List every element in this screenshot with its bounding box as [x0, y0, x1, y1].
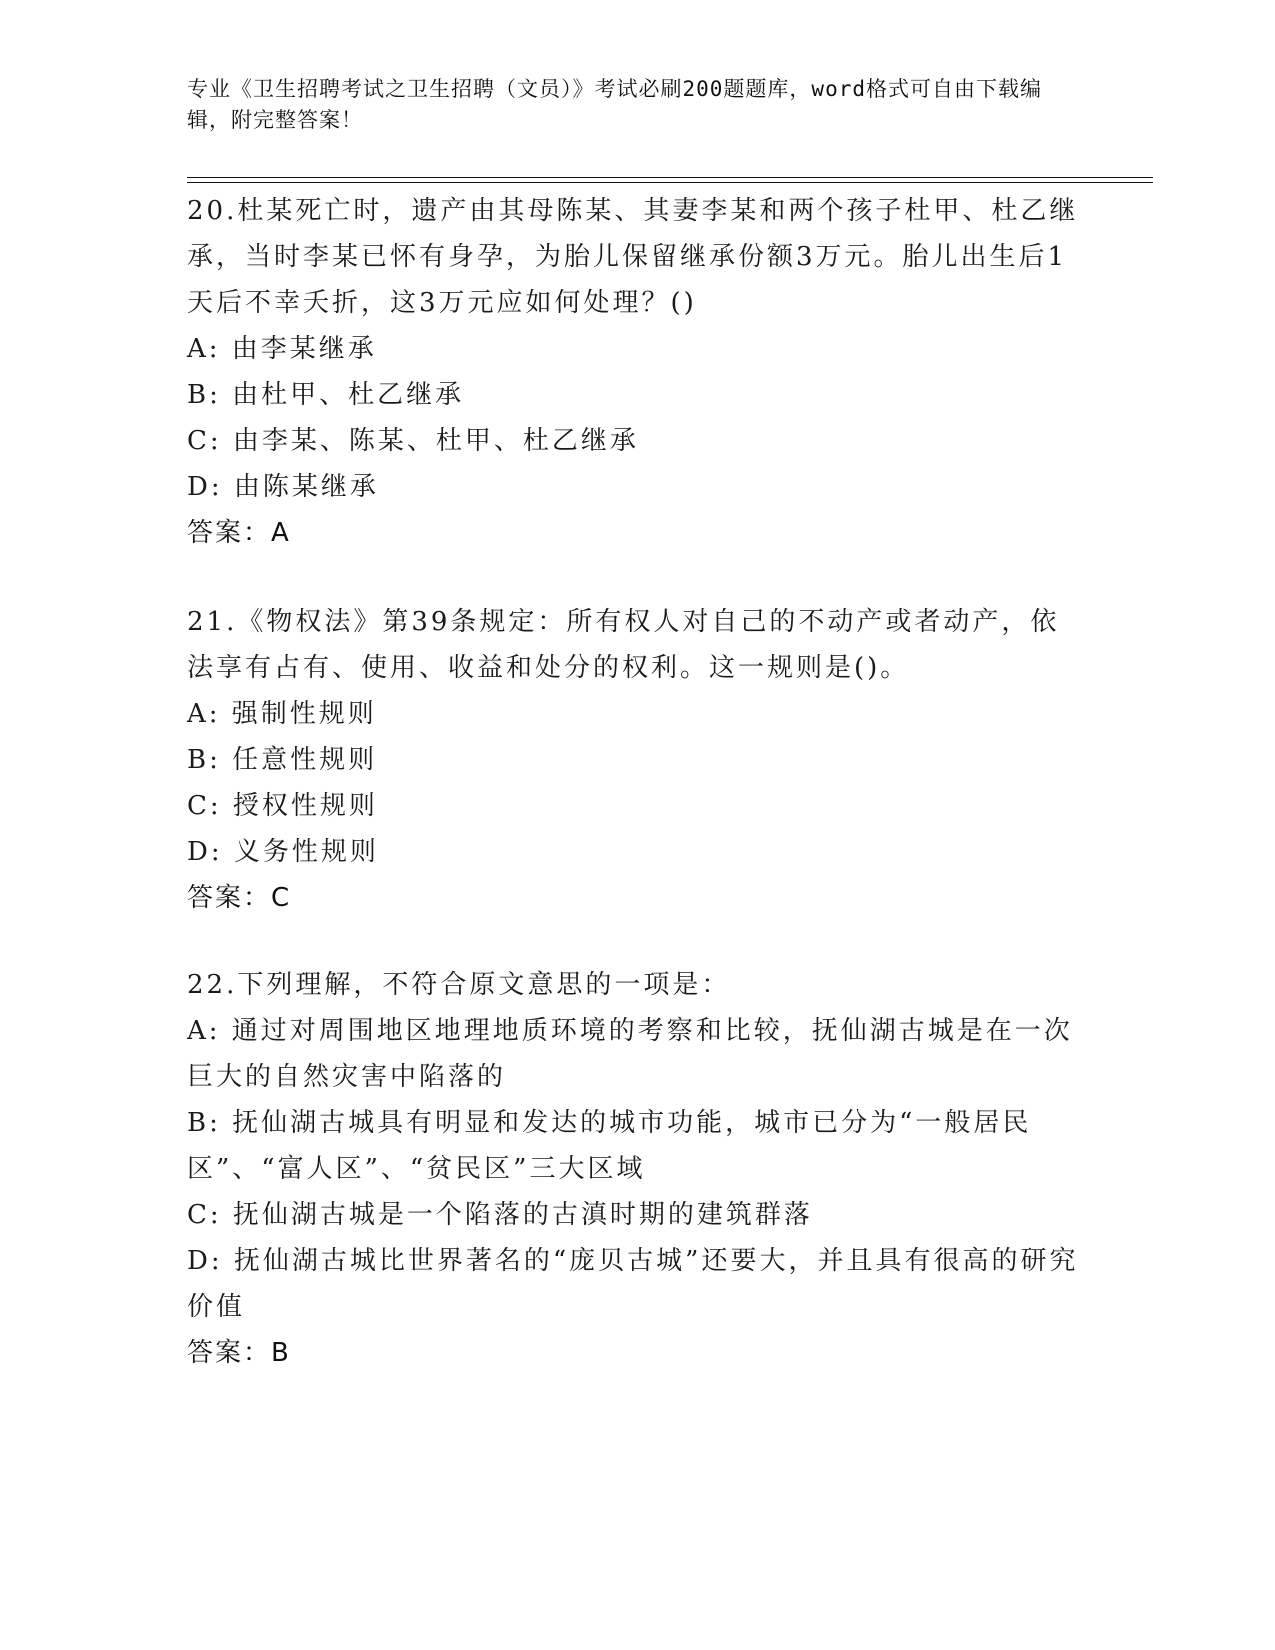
- option-d: D: 义务性规则: [187, 837, 379, 867]
- option-a: A: 由李某继承: [187, 334, 377, 364]
- question-stem: 22.下列理解，不符合原文意思的一项是：: [187, 970, 731, 1000]
- question-21: [187, 599, 1087, 921]
- answer-line: 答案：C: [187, 883, 292, 913]
- option-b: B: 任意性规则: [187, 745, 378, 775]
- answer-line: 答案：B: [187, 1338, 291, 1368]
- option-b: B: 抚仙湖古城具有明显和发达的城市功能，城市已分为“一般居民区”、“富人区”、“贫民区”三大区域: [187, 1108, 1032, 1184]
- option-d: D: 抚仙湖古城比世界著名的“庞贝古城”还要大，并且具有很高的研究价值: [187, 1246, 1079, 1322]
- header-divider-bottom: [187, 182, 1153, 183]
- option-a: A: 通过对周围地区地理地质环境的考察和比较，抚仙湖古城是在一次巨大的自然灾害中陷落的: [187, 1016, 1073, 1092]
- option-c: C: 授权性规则: [187, 791, 378, 821]
- answer-line: 答案：A: [187, 518, 291, 548]
- option-c: C: 由李某、陈某、杜甲、杜乙继承: [187, 426, 639, 456]
- question-22: [187, 962, 1087, 1376]
- option-d: D: 由陈某继承: [187, 472, 379, 502]
- document-header-title: 专业《卫生招聘考试之卫生招聘（文员）》考试必刷200题题库，word格式可自由下载编辑，附完整答案！: [187, 77, 1042, 132]
- question-stem: 21.《物权法》第39条规定：所有权人对自己的不动产或者动产，依法享有占有、使用、收益和处分的权利。这一规则是()。: [187, 607, 1060, 683]
- question-stem: 20.杜某死亡时，遗产由其母陈某、其妻李某和两个孩子杜甲、杜乙继承，当时李某已怀有身孕，为胎儿保留继承份额3万元。胎儿出生后1天后不幸夭折，这3万元应如何处理？(): [187, 196, 1079, 318]
- option-c: C: 抚仙湖古城是一个陷落的古滇时期的建筑群落: [187, 1200, 813, 1230]
- question-20: [187, 188, 1087, 556]
- option-b: B: 由杜甲、杜乙继承: [187, 380, 465, 410]
- option-a: A: 强制性规则: [187, 699, 377, 729]
- header-divider-top: [187, 177, 1153, 178]
